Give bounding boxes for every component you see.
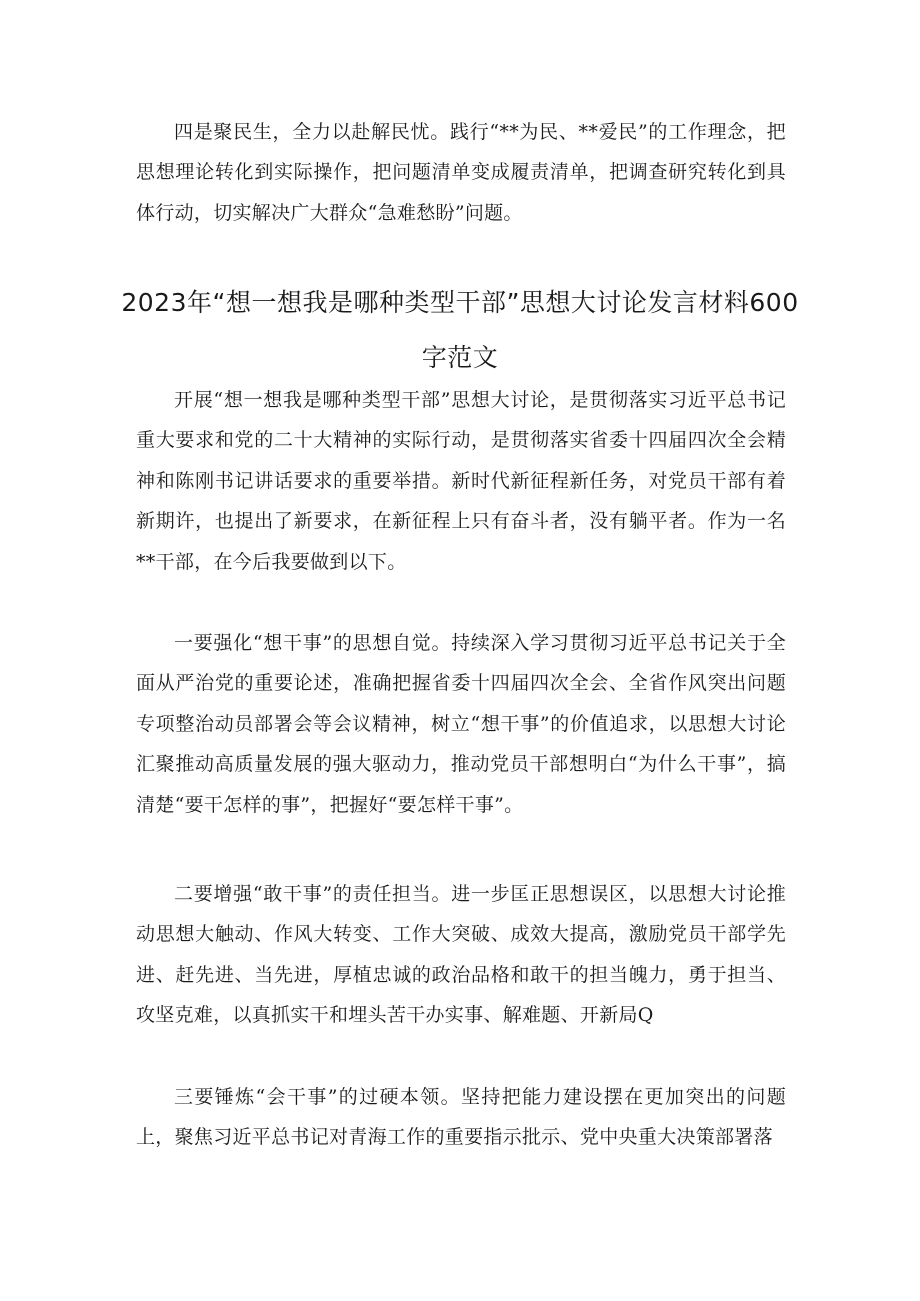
point-one-paragraph: 一要强化“想干事”的思想自觉。持续深入学习贯彻习近平总书记关于全面从严治党的重要论述，准确把握省委十四届四次全会、全省作风突出问题专项整治动员部署会等会议精神，树立“想干事”的价值追求，以思想大讨论汇聚推动高质量发展的强大驱动力，推动党员干部想明白“为什么干事”，搞清楚“要干怎样的事”，把握好“要怎样干事”。 bbox=[136, 632, 786, 816]
point-two-paragraph: 二要增强“敢干事”的责任担当。进一步匡正思想误区，以思想大讨论推动思想大触动、作风大转变、工作大突破、成效大提高，激励党员干部学先进、赶先进、当先进，厚植忠诚的政治品格和敢干的担当魄力，勇于担当、攻坚克难，以真抓实干和埋头苦干办实事、解难题、开新局Q bbox=[136, 883, 786, 1027]
intro-paragraph: 四是聚民生，全力以赴解民忧。践行“**为民、**爱民”的工作理念，把思想理论转化到实际操作，把问题清单变成履责清单，把调查研究转化到具体行动，切实解决广大群众“急难愁盼”问题。 bbox=[136, 121, 786, 224]
opening-paragraph: 开展“想一想我是哪种类型干部”思想大讨论，是贯彻落实习近平总书记重大要求和党的二十大精神的实际行动，是贯彻落实省委十四届四次全会精神和陈刚书记讲话要求的重要举措。新时代新征程新任务，对党员干部有着新期许，也提出了新要求，在新征程上只有奋斗者，没有躺平者。作为一名**干部，在今后我要做到以下。 bbox=[136, 389, 786, 573]
document-heading: 2023年“想一想我是哪种类型干部”思想大讨论发言材料600字范文 bbox=[121, 288, 799, 372]
point-three-paragraph: 三要锤炼“会干事”的过硬本领。坚持把能力建设摆在更加突出的问题上，聚焦习近平总书记对青海工作的重要指示批示、党中央重大决策部署落 bbox=[136, 1086, 786, 1149]
